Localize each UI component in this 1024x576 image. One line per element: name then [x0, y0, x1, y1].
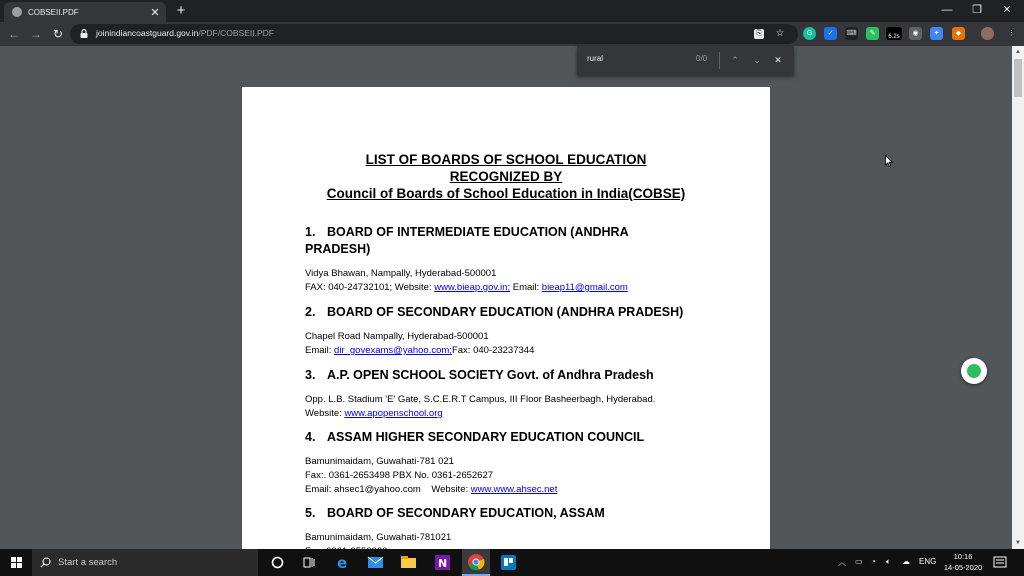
onenote-icon[interactable]: [433, 553, 452, 572]
file-explorer-icon[interactable]: [399, 553, 418, 572]
reload-button[interactable]: ↻: [52, 27, 64, 41]
tray-chevron-icon[interactable]: ︿: [838, 558, 846, 567]
document-title: [242, 151, 770, 202]
email-link[interactable]: dir_govexams@yahoo.com;: [334, 345, 452, 356]
new-tab-button[interactable]: +: [176, 2, 186, 19]
battery-icon[interactable]: ▭: [855, 557, 863, 566]
section-2-heading: [305, 304, 725, 321]
section-title: ASSAM HIGHER SECONDARY EDUCATION COUNCIL: [327, 430, 645, 444]
scroll-down-arrow-icon[interactable]: ▼: [1015, 540, 1021, 546]
network-icon[interactable]: ◔: [871, 557, 876, 566]
clock-time: 10:16: [953, 552, 973, 561]
onedrive-icon[interactable]: ☁: [902, 557, 910, 566]
timer-badge: 6.2s: [888, 34, 900, 40]
pdf-viewer[interactable]: [0, 46, 1012, 549]
search-icon: [40, 557, 51, 568]
contact-text: Website:: [305, 408, 345, 419]
pdf-page: [242, 87, 770, 557]
svg-text:e: e: [337, 554, 348, 572]
email-link[interactable]: bieap11@gmail.com: [541, 282, 628, 293]
section-4-heading: [305, 429, 725, 446]
colorzilla-extension-icon[interactable]: ✦: [930, 27, 943, 40]
contact-text: Fax: 040-23237344: [451, 345, 535, 356]
browser-titlebar: [0, 0, 1024, 22]
find-bar: [577, 46, 794, 75]
section-1-heading: [305, 224, 665, 258]
section-title: A.P. OPEN SCHOOL SOCIETY Govt. of Andhra Pradesh: [327, 368, 654, 382]
pdf-install-icon[interactable]: ⎘: [754, 29, 764, 39]
browser-toolbar: [0, 22, 1024, 46]
camera-extension-icon[interactable]: ◉: [909, 27, 922, 40]
browser-tab[interactable]: [4, 2, 166, 22]
website-link[interactable]: www.www.ahsec.net: [470, 484, 558, 495]
edge-browser-icon[interactable]: [334, 553, 353, 572]
task-view-icon[interactable]: [300, 553, 319, 572]
elephant-icon: [967, 364, 981, 378]
title-line-2: RECOGNIZED BY: [449, 169, 563, 184]
find-divider: [719, 52, 720, 69]
contact-text: Email:: [510, 282, 542, 293]
title-line-1: LIST OF BOARDS OF SCHOOL EDUCATION: [365, 152, 647, 167]
section-5-heading: [305, 505, 725, 522]
section-2-contact: [305, 344, 534, 358]
chrome-icon: [467, 553, 485, 571]
cortana-icon[interactable]: [268, 553, 287, 572]
section-number: 2.: [305, 305, 316, 319]
search-placeholder: Start a search: [58, 557, 118, 568]
section-number: 1.: [305, 225, 316, 239]
contact-text: FAX: 040-24732101; Website:: [305, 282, 435, 293]
forward-button[interactable]: →: [30, 27, 42, 41]
section-title: BOARD OF SECONDARY EDUCATION, ASSAM: [327, 506, 605, 520]
scroll-up-arrow-icon[interactable]: ▲: [1015, 49, 1021, 55]
addon-extension-icon[interactable]: ◆: [952, 27, 965, 40]
close-window-button[interactable]: ✕: [1002, 4, 1012, 16]
section-2-address: Chapel Road Nampally, Hyderabad-500001: [305, 331, 489, 342]
address-bar[interactable]: [70, 24, 798, 44]
chrome-taskbar-button[interactable]: [462, 549, 490, 576]
restore-button[interactable]: ❐: [972, 4, 982, 16]
scrollbar-thumb[interactable]: [1014, 59, 1022, 97]
bookmark-star-icon[interactable]: ☆: [775, 28, 785, 39]
contact-text: Email:: [305, 345, 335, 356]
section-4-fax: Fax:. 0361-2653498 PBX No. 0361-2652627: [305, 470, 494, 481]
windows-start-icon[interactable]: [0, 549, 32, 576]
find-previous-icon[interactable]: ⌃: [731, 55, 739, 65]
timer-extension-icon[interactable]: [886, 27, 902, 40]
section-3-address: Opp. L.B. Stadium 'E' Gate, S.C.E.R.T Campus, III Floor Basheerbagh, Hyderabad.: [305, 394, 656, 405]
lock-icon: [80, 29, 88, 38]
taskbar-search-box[interactable]: [32, 549, 258, 576]
section-4-address: Bamunimaidam, Guwahati-781 021: [305, 456, 454, 467]
svg-text:N: N: [438, 557, 448, 570]
grammarly-extension-icon[interactable]: G: [803, 27, 816, 40]
section-3-contact: [305, 407, 443, 421]
chrome-menu-icon[interactable]: ⋮: [1008, 30, 1015, 37]
evernote-extension-icon[interactable]: ✎: [866, 27, 879, 40]
section-title: BOARD OF INTERMEDIATE EDUCATION (ANDHRA PRADESH): [305, 225, 629, 256]
back-button[interactable]: ←: [8, 27, 20, 41]
url-host: joinindiancoastguard.gov.in: [96, 28, 199, 38]
keyboard-extension-icon[interactable]: ⌨: [845, 27, 858, 40]
action-center-icon[interactable]: [993, 556, 1007, 570]
section-3-heading: [305, 367, 725, 384]
find-next-icon[interactable]: ⌄: [753, 55, 761, 65]
clock-date: 14-05-2020: [943, 563, 983, 572]
section-1-address: Vidya Bhawan, Nampally, Hyderabad-500001: [305, 268, 497, 279]
language-indicator[interactable]: ENG: [919, 557, 937, 566]
contact-text: Email: ahsec1@yahoo.com Website:: [305, 484, 471, 495]
section-1-contact: [305, 281, 628, 295]
minimize-button[interactable]: —: [941, 4, 953, 16]
section-number: 4.: [305, 430, 316, 444]
trello-icon[interactable]: [499, 553, 518, 572]
section-5-address: Bamunimaidam, Guwahati-781021: [305, 532, 452, 543]
evernote-clip-button[interactable]: [961, 358, 987, 384]
checklist-extension-icon[interactable]: ✓: [824, 27, 837, 40]
mail-icon[interactable]: [366, 553, 385, 572]
find-match-count: 0/0: [696, 54, 708, 63]
tab-close-icon[interactable]: ✕: [150, 6, 160, 19]
system-clock[interactable]: [943, 551, 983, 573]
website-link[interactable]: www.bieap.gov.in;: [434, 282, 511, 293]
vertical-scrollbar[interactable]: [1012, 46, 1024, 549]
volume-icon[interactable]: 🔈︎: [886, 557, 891, 566]
section-title: BOARD OF SECONDARY EDUCATION (ANDHRA PRADESH): [327, 305, 684, 319]
find-close-icon[interactable]: ✕: [774, 55, 782, 65]
profile-avatar[interactable]: [981, 27, 994, 40]
section-number: 5.: [305, 506, 316, 520]
find-input[interactable]: rural: [587, 54, 604, 63]
title-line-3: Council of Boards of School Education in India(COBSE): [326, 186, 686, 201]
windows-taskbar: [0, 549, 1024, 576]
section-number: 3.: [305, 368, 316, 382]
section-4-contact: [305, 483, 557, 497]
website-link[interactable]: www.apopenschool.org: [344, 408, 443, 419]
mouse-cursor-icon: [885, 155, 893, 167]
url-path: /PDF/COBSEII.PDF: [198, 28, 274, 38]
pdf-favicon-icon: [12, 7, 22, 17]
tab-title: COBSEII.PDF: [28, 7, 79, 17]
url-text: [96, 28, 274, 38]
